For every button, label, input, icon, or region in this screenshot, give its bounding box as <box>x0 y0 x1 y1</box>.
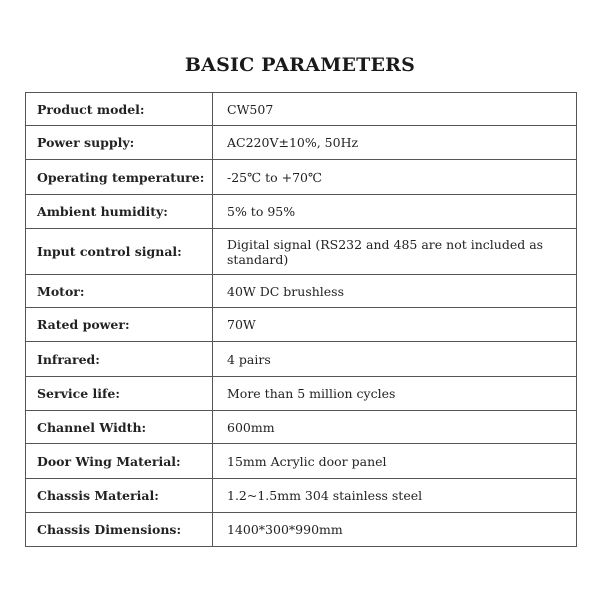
row-value: -25℃ to +70℃ <box>213 160 577 195</box>
row-label: Operating temperature: <box>26 160 213 195</box>
row-value: More than 5 million cycles <box>213 377 577 411</box>
row-label: Motor: <box>26 275 213 308</box>
row-value: AC220V±10%, 50Hz <box>213 126 577 160</box>
row-label: Rated power: <box>26 308 213 342</box>
table-row <box>26 342 577 377</box>
table-row <box>26 444 577 479</box>
row-value: 70W <box>213 308 577 342</box>
row-value: CW507 <box>213 93 577 126</box>
table-row <box>26 513 577 547</box>
row-label: Door Wing Material: <box>26 444 213 479</box>
table-row <box>26 479 577 513</box>
table-row <box>26 93 577 126</box>
row-label: Channel Width: <box>26 411 213 444</box>
row-value: 1400*300*990mm <box>213 513 577 547</box>
table-row <box>26 195 577 229</box>
row-value: 4 pairs <box>213 342 577 377</box>
table-row <box>26 126 577 160</box>
row-label: Ambient humidity: <box>26 195 213 229</box>
row-label: Product model: <box>26 93 213 126</box>
page-title: BASIC PARAMETERS <box>184 54 416 76</box>
table-row <box>26 275 577 308</box>
row-label: Chassis Material: <box>26 479 213 513</box>
row-value: 5% to 95% <box>213 195 577 229</box>
row-label: Infrared: <box>26 342 213 377</box>
parameters-table <box>25 92 577 547</box>
row-value: 600mm <box>213 411 577 444</box>
row-label: Service life: <box>26 377 213 411</box>
row-value: Digital signal (RS232 and 485 are not included as standard) <box>213 229 577 275</box>
row-label: Power supply: <box>26 126 213 160</box>
row-label: Input control signal: <box>26 229 213 275</box>
row-value: 40W DC brushless <box>213 275 577 308</box>
row-label: Chassis Dimensions: <box>26 513 213 547</box>
table-row <box>26 377 577 411</box>
row-value: 15mm Acrylic door panel <box>213 444 577 479</box>
table-row <box>26 308 577 342</box>
table-row <box>26 160 577 195</box>
table-row <box>26 229 577 275</box>
row-value: 1.2~1.5mm 304 stainless steel <box>213 479 577 513</box>
table-row <box>26 411 577 444</box>
